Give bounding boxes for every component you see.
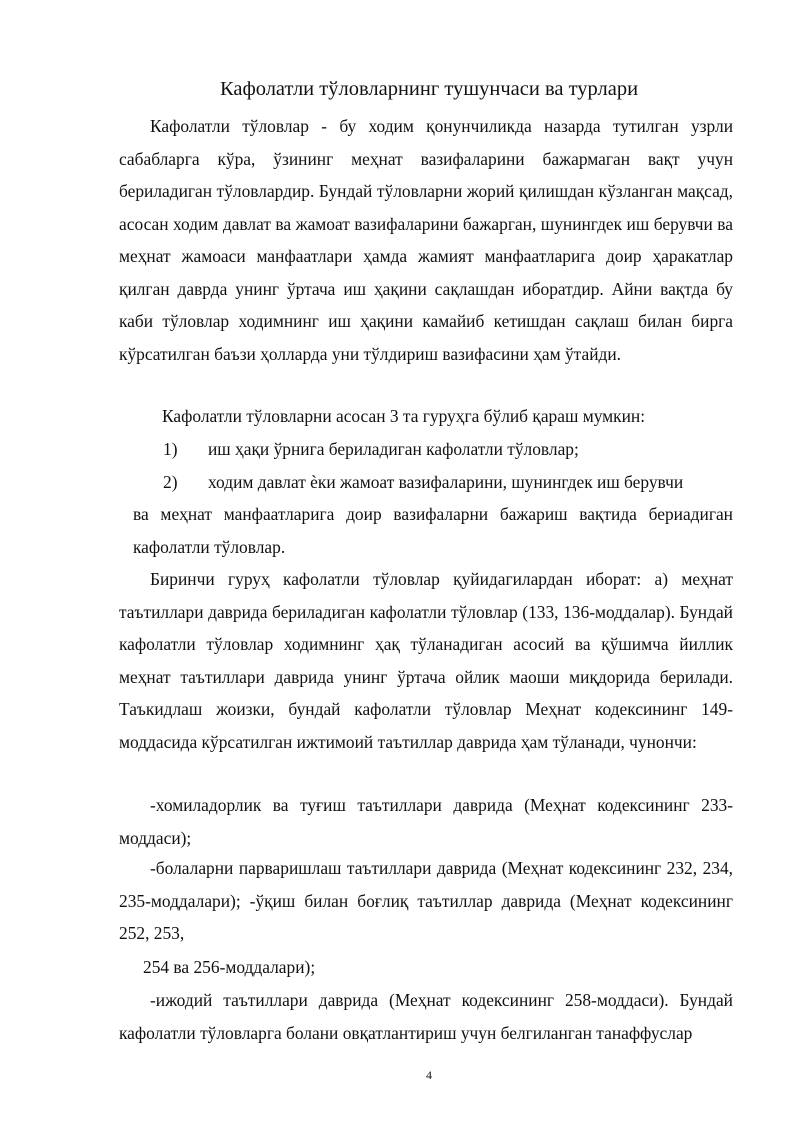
page-number: 4: [426, 1068, 432, 1082]
list-item: [163, 466, 733, 499]
paragraph-childcare-leave: -болаларни парваришлаш таътиллари даврида (Меҳнат кодексининг 232, 234, 235-моддалари); -ўқиш билан боғлиқ таътиллар даврида (Меҳнат кодексининг 252, 253,: [119, 858, 733, 943]
paragraph-first-group: Биринчи гуруҳ кафолатли тўловлар қуйидагилардан иборат: а) меҳнат таътиллари даврида бериладиган кафолатли тўловлар (133, 136-моддалар). Бундай кафолатли тўловлар ходимнинг ҳақ тўланадиган асосий ва қўшимча йиллик меҳнат таътиллари даврида унинг ўртача ойлик маоши миқдорида берилади. Таъкидлаш жоизки, бундай кафолатли тўловлар Меҳнат кодексининг 149-моддасида кўрсатилган ижтимоий таътиллар даврида ҳам тўланади, чунончи:: [119, 569, 733, 752]
list-item-text: иш ҳақи ўрнига бериладиган кафолатли тўловлар;: [208, 439, 579, 459]
paragraph-definition: Кафолатли тўловлар - бу ходим қонунчиликда назарда тутилган узрли сабабларга кўра, ўзининг меҳнат вазифаларини бажармаган вақт учун бериладиган тўловлардир. Бундай тўловларни жорий қилишдан кўзланган мақсад, асосан ходим давлат ва жамоат вазифаларини бажарган, шунингдек иш берувчи ва меҳнат жамоаси манфаатлари ҳамда жамият манфаатларига доир ҳаракатлар қилган даврда унинг ўртача иш ҳақини сақлашдан иборатдир. Айни вақтда бу каби тўловлар ходимнинг иш ҳақини камайиб кетишдан сақлаш билан бирга кўрсатилган баъзи ҳолларда уни тўлдириш вазифасини ҳам ўтайди.: [119, 116, 733, 364]
paragraph-creative-leave: -ижодий таътиллари даврида (Меҳнат кодексининг 258-моддаси). Бундай кафолатли тўловларга болани овқатлантириш учун белгиланган танаффуслар: [119, 990, 733, 1043]
page-title: Кафолатли тўловларнинг тушунчаси ва турлари: [219, 78, 639, 100]
paragraph-articles-continuation: 254 ва 256-моддалари);: [143, 957, 316, 977]
paragraph-groups-intro: Кафолатли тўловларни асосан 3 та гуруҳга бўлиб қараш мумкин:: [162, 406, 646, 426]
list-item-continuation: ва меҳнат манфаатларига доир вазифаларни бажариш вақтида бериадиган кафолатли тўловлар.: [133, 504, 733, 557]
list-item: [163, 433, 733, 466]
list-item-text: ходим давлат ѐки жамоат вазифаларини, шунингдек иш берувчи: [208, 472, 684, 492]
list-item-number: 2): [163, 472, 178, 492]
paragraph-maternity-leave: -хомиладорлик ва туғиш таътиллари даврида (Меҳнат кодексининг 233-моддаси);: [119, 795, 733, 848]
list-item-number: 1): [163, 439, 178, 459]
